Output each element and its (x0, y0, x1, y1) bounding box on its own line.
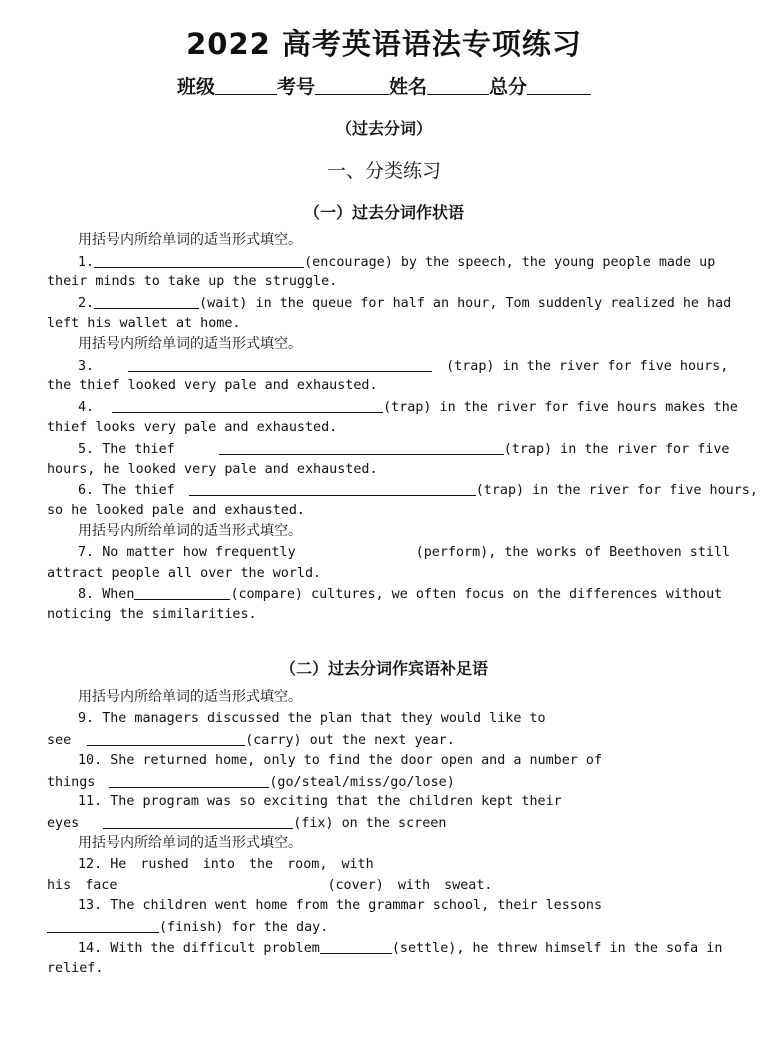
q10-answer-blank[interactable] (109, 773, 269, 788)
q12-word: into (202, 857, 235, 872)
question-5 (78, 440, 729, 459)
topic-subtitle: （过去分词） (335, 119, 432, 138)
q3-text: (trap) in the river for five hours, (446, 359, 729, 374)
q6-text: (trap) in the river for five hours, (475, 483, 758, 498)
q11-continuation (47, 814, 446, 833)
q2-answer-blank[interactable] (94, 294, 199, 309)
question-2 (78, 294, 731, 313)
q9-prefix: see (47, 733, 72, 748)
question-14 (78, 939, 722, 958)
q14-prefix: With the difficult problem (110, 941, 320, 956)
q12-word: room, (287, 857, 328, 872)
q8-text: (compare) cultures, we often focus on the differences without (230, 587, 723, 602)
q1-answer-blank[interactable] (94, 253, 304, 268)
number-label: 考号 (276, 76, 315, 98)
q5-number: 5. (78, 442, 95, 457)
class-label: 班级 (176, 76, 215, 98)
q6-answer-blank[interactable] (189, 481, 476, 496)
q11-answer-blank[interactable] (103, 814, 293, 829)
q9-text: The managers discussed the plan that they would like to (102, 711, 546, 726)
question-11 (78, 793, 562, 811)
question-8 (78, 585, 722, 604)
part-heading: 一、分类练习 (326, 160, 441, 182)
q3-continuation: the thief looked very pale and exhausted. (47, 378, 378, 393)
q2-number: 2. (78, 296, 95, 311)
q3-number: 3. (78, 359, 95, 374)
q6-prefix: The thief (102, 483, 175, 498)
q10-number: 10. (78, 753, 103, 768)
q14-answer-blank[interactable] (320, 939, 392, 954)
q13-hint: (finish) for the day. (159, 920, 329, 935)
q8-answer-blank[interactable] (134, 585, 230, 600)
q8-prefix: When (102, 587, 135, 602)
q2-continuation: left his wallet at home. (47, 316, 241, 331)
q12-word: his (47, 878, 72, 893)
score-label: 总分 (489, 76, 528, 98)
q11-hint: (fix) on the screen (293, 816, 447, 831)
q13-answer-blank[interactable] (47, 918, 159, 933)
question-6 (78, 481, 758, 500)
q14-number: 14. (78, 941, 103, 956)
section1-instruction: 用括号内所给单词的适当形式填空。 (78, 232, 302, 248)
q12-word: He (110, 857, 127, 872)
q13-number: 13. (78, 898, 103, 913)
q12-continuation (47, 877, 493, 895)
q4-number: 4. (78, 400, 95, 415)
q13-text: The children went home from the grammar school, their lessons (110, 898, 603, 913)
section1-instruction-3: 用括号内所给单词的适当形式填空。 (78, 523, 302, 539)
q12-word: the (248, 857, 274, 872)
section1-instruction-2: 用括号内所给单词的适当形式填空。 (78, 336, 302, 352)
q3-answer-blank[interactable] (128, 357, 432, 372)
class-blank[interactable] (215, 76, 277, 95)
q9-continuation (47, 731, 455, 750)
question-3 (78, 357, 728, 376)
q11-number: 11. (78, 794, 103, 809)
q11-text: The program was so exciting that the children kept their (110, 794, 562, 809)
q13-continuation (47, 918, 328, 937)
q10-text: She returned home, only to find the door open and a number of (110, 753, 603, 768)
q6-number: 6. (78, 483, 95, 498)
q1-text: (encourage) by the speech, the young people made up (304, 255, 716, 270)
score-blank[interactable] (527, 76, 591, 95)
section1-heading: （一）过去分词作状语 (303, 203, 464, 222)
q7-number: 7. (78, 545, 95, 560)
question-4 (78, 398, 738, 417)
q12-number: 12. (78, 857, 103, 872)
question-7 (78, 544, 730, 562)
q7-text: (perform), the works of Beethoven still (415, 545, 731, 560)
question-10 (78, 752, 602, 770)
q12-hint: (cover) (327, 878, 384, 893)
name-label: 姓名 (389, 76, 428, 98)
question-9 (78, 710, 546, 728)
name-blank[interactable] (427, 76, 489, 95)
q7-continuation: attract people all over the world. (47, 566, 322, 581)
section2-heading: （二）过去分词作宾语补足语 (279, 659, 488, 678)
section2-instruction: 用括号内所给单词的适当形式填空。 (78, 689, 302, 705)
student-info-line (0, 72, 768, 99)
q8-continuation: noticing the similarities. (47, 607, 257, 622)
q12-word: rushed (140, 857, 189, 872)
page-title: 2022 高考英语语法专项练习 (186, 27, 582, 61)
q8-number: 8. (78, 587, 95, 602)
q12-word: with (341, 857, 374, 872)
q4-continuation: thief looks very pale and exhausted. (47, 420, 338, 435)
q9-hint: (carry) out the next year. (245, 733, 455, 748)
q7-prefix: No matter how frequently (102, 545, 296, 560)
number-blank[interactable] (315, 76, 389, 95)
q14-text: (settle), he threw himself in the sofa in (391, 941, 723, 956)
q10-hint: (go/steal/miss/go/lose) (269, 775, 455, 790)
q1-continuation: their minds to take up the struggle. (47, 274, 338, 289)
q2-text: (wait) in the queue for half an hour, Tom suddenly realized he had (199, 296, 732, 311)
q4-answer-blank[interactable] (112, 398, 383, 413)
q4-text: (trap) in the river for five hours makes the (383, 400, 738, 415)
question-13 (78, 897, 602, 915)
q5-prefix: The thief (102, 442, 175, 457)
q12-word: with (397, 878, 431, 893)
q6-continuation: so he looked pale and exhausted. (47, 503, 305, 518)
q10-prefix: things (47, 775, 96, 790)
q5-continuation: hours, he looked very pale and exhausted. (47, 462, 378, 477)
question-1 (78, 253, 715, 272)
q5-answer-blank[interactable] (219, 440, 504, 455)
q9-number: 9. (78, 711, 95, 726)
section2-instruction-2: 用括号内所给单词的适当形式填空。 (78, 835, 302, 851)
q5-text: (trap) in the river for five (503, 442, 730, 457)
q9-answer-blank[interactable] (87, 731, 245, 746)
q12-word: face (85, 878, 118, 893)
question-12 (78, 856, 374, 874)
q12-word: sweat. (444, 878, 493, 893)
q1-number: 1. (78, 255, 95, 270)
q11-prefix: eyes (47, 816, 80, 831)
q10-continuation (47, 773, 455, 792)
q14-continuation: relief. (47, 961, 104, 976)
